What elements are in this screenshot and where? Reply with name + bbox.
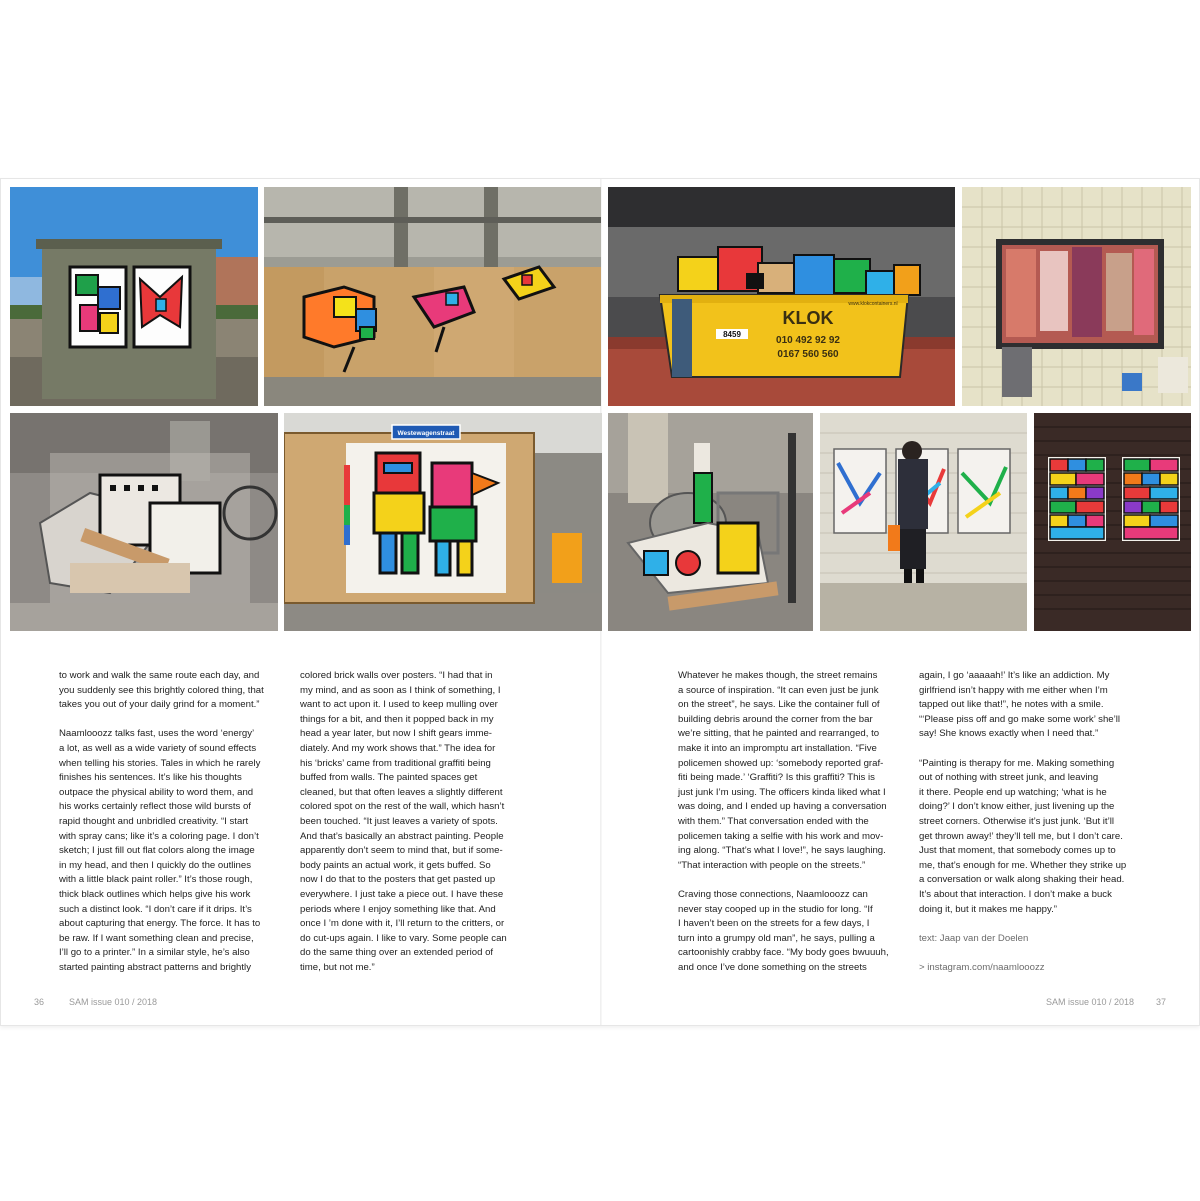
- instagram-link[interactable]: > instagram.com/naamlooozz: [919, 961, 1045, 973]
- photo-painted-debris: [608, 413, 813, 631]
- dumpster-phone-2: 0167 560 560: [777, 349, 839, 360]
- issue-label-left: SAM issue 010 / 2018: [69, 997, 158, 1007]
- paragraph: Naamlooozz talks fast, uses the word ‘energy’ a lot, as well as a wide variety of sound effects when telling his stories. Tales in which he rarely finishes his sentences. It’s like his thoughts outpace the physical ability to word them, and his works certainly reflect those wild bursts of rapid thought and unbridled creativity. “I start with spray cans; like it’s a coloring page. I don’t sketch; I just fill out flat colors along the image in my head, and then I quickly do the outlines with a little black paint roller.” It’s those rough, thick black outlines which helps give his work such a distinct look. “I don’t care if it drips. It’s about capturing that energy. The force. It has to be raw. If I want something clean and precise, I’ll go to a printer.” In a similar style, he’s also started painting abstract patterns and brightly: [59, 728, 261, 973]
- photo-painted-dumpster: [608, 187, 955, 406]
- dumpster-plate: 8459: [723, 330, 741, 339]
- text-column-3: [678, 669, 906, 975]
- author-credit: text: Jaap van der Doelen: [919, 932, 1029, 944]
- dumpster-sign: KLOK: [782, 308, 834, 328]
- text-column-2: [300, 669, 528, 975]
- page-number-left: 36: [34, 997, 45, 1007]
- photo-painted-utility-box: [10, 187, 258, 406]
- dumpster-url: www.klokcontainers.nl: [848, 301, 898, 307]
- photo-junk-pile: [10, 413, 278, 631]
- paragraph: “Painting is therapy for me. Making something out of nothing with street junk, and leaving it there. People end up watching; ‘what is he doing?’ I don’t know either, just livening up the street corners. Otherwise it’s just junk. ‘But it’ll get thrown away!’ they’ll tell me, but I don’t care. Just that moment, that somebody comes up to me, that’s enough for me. Whether they strike up a conversation or walk along shaking their head. It’s about that interaction. I don’t make a buck doing it, but it makes me happy.”: [919, 757, 1127, 915]
- photo-brick-posters: [1034, 413, 1191, 631]
- paragraph: Craving those connections, Naamlooozz can never stay cooped up in the studio for long. “If I haven’t been on the streets for a few days, I turn into a grumpy old man”, he says, pulling a cartoonishly crabby face. “My body goes bwuuuh, and once I’ve done something on the streets: [678, 888, 889, 973]
- photo-poster-frame: [962, 187, 1191, 406]
- text-column-1: [59, 669, 287, 975]
- page-number-right: 37: [1156, 997, 1167, 1007]
- paragraph: to work and walk the same route each day, and you suddenly see this brightly colored thing, that takes you out of your daily grind for a moment.”: [59, 670, 264, 711]
- photo-abstract-posters-viewer: [820, 413, 1027, 631]
- photo-westewagenstraat-board: [284, 413, 602, 631]
- photo-critters-on-hoarding: [264, 187, 601, 406]
- paragraph: colored brick walls over posters. “I had that in my mind, and as soon as I think of something, I want to act upon it. I used to keep mulling over things for a bit, and then it popped back in my head a year later, but now I shift gears imme- diately. And my work shows that.” The idea for his ‘bricks’ came from traditional graffiti being buffed from walls. The painted spaces get cleaned, but that often leaves a slightly different colored spot on the rest of the wall, which hasn’t been touched. “It just leaves a variety of spots. And that’s basically an abstract painting. People apparently don’t seem to mind that, but if some- body paints an actual work, it gets buffed. So now I do that to the posters that get pasted up everywhere. I just take a piece out. I have these periods where I enjoy something like that. And once I ’m done with it, I’ll return to the critters, or do cut-ups again. I like to vary. Some people can do the same thing over an extended period of time, but not me.”: [300, 670, 507, 973]
- dumpster-phone-1: 010 492 92 92: [776, 335, 840, 346]
- magazine-spread: [0, 178, 1200, 1026]
- issue-label-right: SAM issue 010 / 2018: [1046, 997, 1135, 1007]
- street-sign: Westewagenstraat: [397, 430, 455, 437]
- paragraph: Whatever he makes though, the street remains a source of inspiration. “It can even just be junk on the street”, he says. Like the container full of building debris around the corner from the bar we’re sitting, that he painted and rearranged, to make it into an impromptu art installation. “Five policemen showed up: ‘somebody reported graf- fiti being made.’ ‘Graffiti? Is this graffiti? This is just junk I’m using. The officers kinda liked what I was doing, and I ended up having a conversation with them.” That conversation ended with the policemen taking a selfie with his work and mov- ing along. “That’s what I love!”, he says laughing. “That interaction with people on the streets.”: [678, 670, 887, 871]
- paragraph: again, I go ‘aaaaah!’ It’s like an addiction. My girlfriend isn’t happy with me either when I’m tapped out like that!”, he notes with a smile. “‘Please piss off and go make some work’ she’ll say! She knows exactly when I need that.”: [919, 670, 1121, 740]
- text-column-4: [919, 669, 1147, 975]
